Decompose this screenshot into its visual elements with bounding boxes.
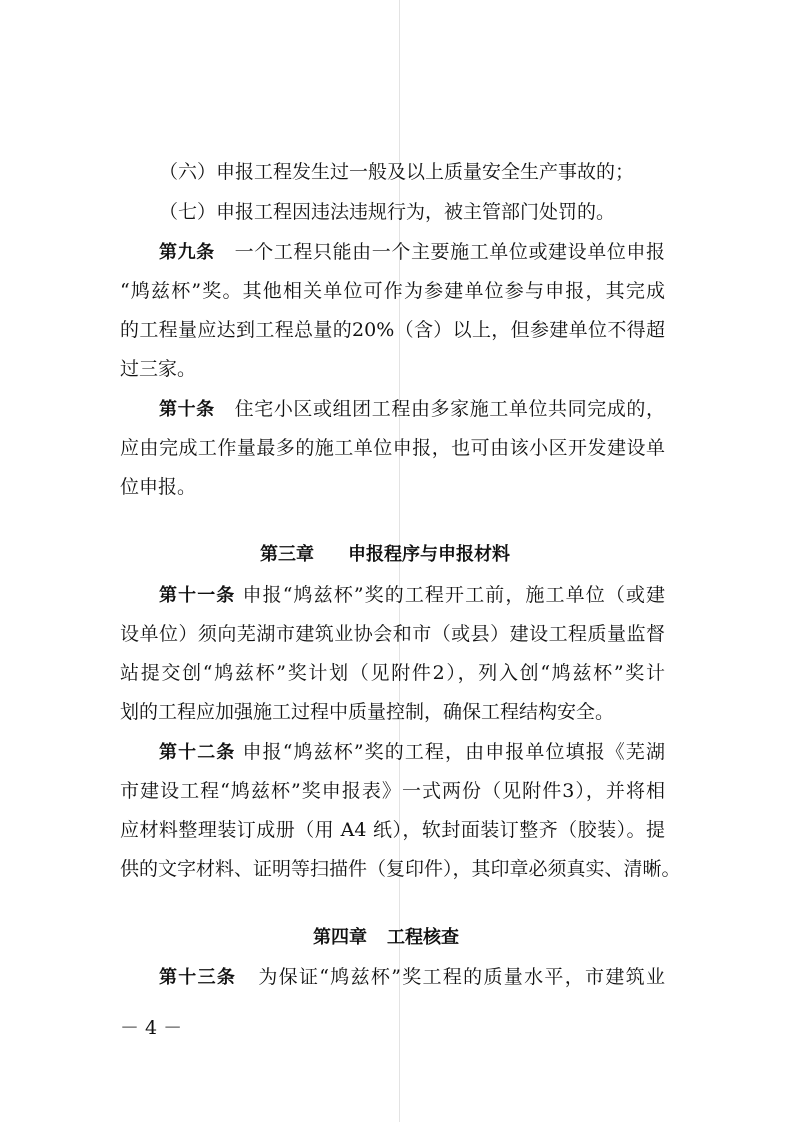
- clause-7: （七）申报工程因违法违规行为，被主管部门处罚的。: [159, 201, 616, 223]
- article-9-line-3: 的工程量应达到工程总量的20%（含）以上，但参建单位不得超: [120, 319, 665, 341]
- article-13-label: 第十三条: [159, 967, 237, 988]
- article-12-line-2: 市建设工程“鸠兹杯”奖申报表》一式两份（见附件3），并将相: [120, 780, 665, 802]
- article-12-line-3: 应材料整理装订成册（用 A4 纸），软封面装订整齐（胶装）。提: [120, 819, 665, 841]
- article-10-line-2: 应由完成工作量最多的施工单位申报，也可由该小区开发建设单: [120, 437, 665, 459]
- article-11-label: 第十一条: [159, 585, 236, 606]
- article-10-line-3: 位申报。: [120, 476, 197, 498]
- article-9-line-2: “鸠兹杯”奖。其他相关单位可作为参建单位参与申报，其完成: [120, 280, 665, 302]
- article-10-label: 第十条: [159, 399, 215, 420]
- article-11-line-2: 设单位）须向芜湖市建筑业协会和市（或县）建设工程质量监督: [120, 623, 665, 645]
- article-12-line-4: 供的文字材料、证明等扫描件（复印件），其印章必须真实、清晰。: [120, 858, 681, 880]
- article-9-line-1: 第九条 一个工程只能由一个主要施工单位或建设单位申报: [159, 241, 665, 263]
- article-12-line-1: 第十二条 申报“鸠兹杯”奖的工程，由申报单位填报《芜湖: [159, 741, 665, 763]
- article-9-label: 第九条: [159, 242, 215, 263]
- article-11-line-1: 第十一条 申报“鸠兹杯”奖的工程开工前，施工单位（或建: [159, 584, 665, 606]
- article-11-line-4: 划的工程应加强施工过程中质量控制，确保工程结构安全。: [120, 701, 615, 723]
- article-13-line-1: 第十三条 为保证“鸠兹杯”奖工程的质量水平，市建筑业: [159, 966, 665, 988]
- chapter-4-heading: 第四章 工程核查: [313, 927, 459, 948]
- chapter-3-heading: 第三章 申报程序与申报材料: [260, 544, 510, 565]
- article-9-line-4: 过三家。: [120, 358, 197, 380]
- article-10-line-1: 第十条 住宅小区或组团工程由多家施工单位共同完成的，: [159, 398, 665, 420]
- article-11-line-3: 站提交创“鸠兹杯”奖计划（见附件2），列入创“鸠兹杯”奖计: [120, 662, 665, 684]
- clause-6: （六）申报工程发生过一般及以上质量安全生产事故的；: [159, 161, 635, 183]
- article-12-label: 第十二条: [159, 742, 236, 763]
- page-number: － 4 －: [120, 1017, 183, 1039]
